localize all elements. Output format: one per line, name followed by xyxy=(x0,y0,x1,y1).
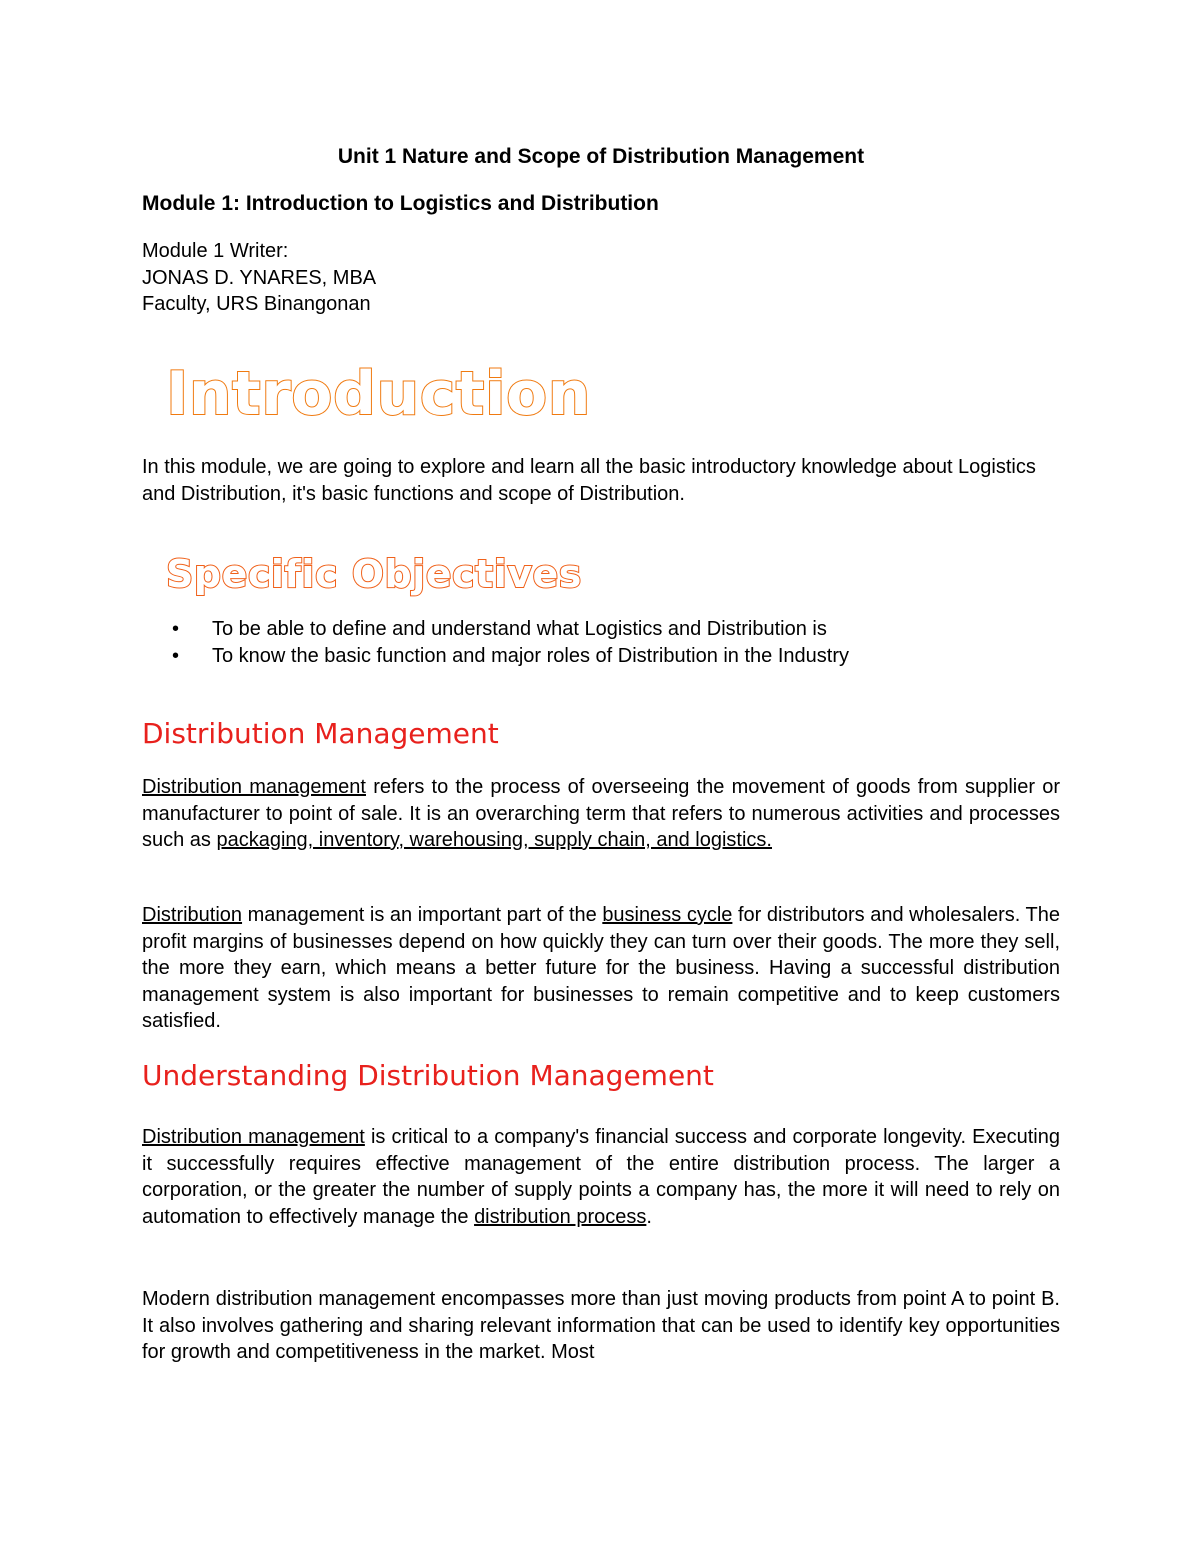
module-title: Module 1: Introduction to Logistics and Distribution xyxy=(142,192,659,215)
introduction-heading: Introduction xyxy=(166,359,591,429)
understanding-heading: Understanding Distribution Management xyxy=(142,1059,714,1092)
paragraph-modern: Modern distribution management encompasses more than just moving products from point A to point B. It also involves gathering and sharing relevant information that can be used to identify key opportunities for growth and competitiveness in the market. Most xyxy=(142,1288,1060,1363)
unit-title: Unit 1 Nature and Scope of Distribution Management xyxy=(337,145,865,168)
paragraph-definition xyxy=(142,774,1060,854)
link-distribution-process[interactable]: distribution process xyxy=(474,1205,647,1228)
paragraph-text: refers to the process of overseeing the movement of goods from supplier or manufacturer to point of sale. It is an overarching term that refers to numerous activities and processes such as xyxy=(142,776,1060,851)
bullet-icon: • xyxy=(172,618,180,640)
list-item xyxy=(142,616,1060,643)
paragraph-text: for distributors and wholesalers. The profit margins of businesses depend on how quickly they can turn over their goods. The more they sell, the more they earn, which means a better future for the business. Having a successful distribution management system is also important for businesses to remain competitive and to keep customers satisfied. xyxy=(142,904,1060,1032)
link-distribution-management[interactable]: Distribution management xyxy=(142,1126,365,1148)
paragraph-text: is critical to a company's financial success and corporate longevity. Executing it successfully requires effective management of the entire distribution process. The larger a corporation, or the greater the number of supply points a company has, the more it will need to rely on automation to effectively manage the xyxy=(142,1126,1060,1228)
bullet-icon: • xyxy=(172,645,180,667)
link-distribution-management[interactable]: Distribution management xyxy=(142,776,366,798)
objective-text: To be able to define and understand what Logistics and Distribution is xyxy=(212,618,827,640)
paragraph-critical xyxy=(142,1124,1060,1230)
writer-label: Module 1 Writer: xyxy=(142,240,289,262)
link-business-cycle[interactable]: business cycle xyxy=(602,904,733,926)
distribution-management-heading: Distribution Management xyxy=(142,717,499,750)
paragraph-text: . xyxy=(646,1205,652,1228)
paragraph-text: management is an important part of the xyxy=(242,904,603,926)
link-distribution[interactable]: Distribution xyxy=(142,904,243,926)
paragraph-importance xyxy=(142,902,1060,1035)
introduction-paragraph: In this module, we are going to explore and learn all the basic introductory knowledge about Logistics and Distribution, it's basic functions and scope of Distribution. xyxy=(142,456,1036,505)
objective-text: To know the basic function and major roles of Distribution in the Industry xyxy=(212,645,849,667)
writer-name: JONAS D. YNARES, MBA xyxy=(142,266,377,289)
writer-block xyxy=(142,238,376,318)
list-item xyxy=(142,643,1060,670)
link-activities[interactable]: packaging, inventory, warehousing, supply chain, and logistics. xyxy=(216,829,772,851)
objectives-list xyxy=(142,616,1060,670)
objectives-heading: Specific Objectives xyxy=(166,552,582,596)
writer-affiliation: Faculty, URS Binangonan xyxy=(142,293,371,315)
